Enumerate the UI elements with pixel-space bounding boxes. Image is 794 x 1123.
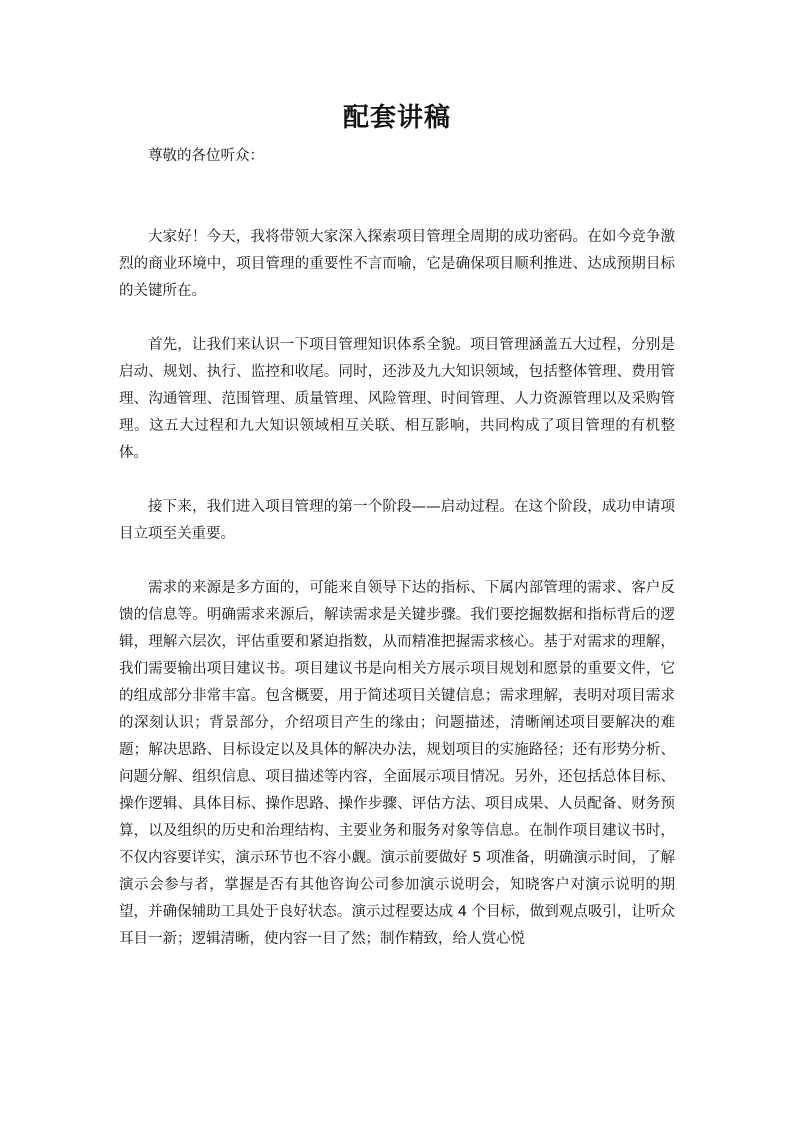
paragraph-requirements: 需求的来源是多方面的，可能来自领导下达的指标、下属内部管理的需求、客户反馈的信息等。明确需求来源后，解读需求是关键步骤。我们要挖掘数据和指标背后的逻辑，理解六层次，评估重要和紧迫指数，从而精准把握需求核心。基于对需求的理解，我们需要输出项目建议书。项目建议书是向相关方展示项目规划和愿景的重要文件，它的组成部分非常丰富。包含概要，用于简述项目关键信息；需求理解，表明对项目需求的深刻认识；背景部分，介绍项目产生的缘由；问题描述，清晰阐述项目要解决的难题；解决思路、目标设定以及具体的解决办法，规划项目的实施路径；还有形势分析、问题分解、组织信息、项目描述等内容，全面展示项目情况。另外，还包括总体目标、操作逻辑、具体目标、操作思路、操作步骤、评估方法、项目成果、人员配备、财务预算，以及组织的历史和治理结构、主要业务和服务对象等信息。在制作项目建议书时，不仅内容要详实，演示环节也不容小觑。演示前要做好 5 项准备，明确演示时间，了解演示会参与者，掌握是否有其他咨询公司参加演示说明会，知晓客户对演示说明的期望，并确保辅助工具处于良好状态。演示过程要达成 4 个目标，做到观点吸引，让听众耳目一新；逻辑清晰，使内容一目了然；制作精致，给人赏心悦 <box>119 580 675 947</box>
document-body <box>119 143 675 953</box>
paragraph-spacer <box>119 197 675 224</box>
page-title: 配套讲稿 <box>342 103 451 133</box>
paragraph-initiation: 接下来，我们进入项目管理的第一个阶段——启动过程。在这个阶段，成功申请项目立项至关重要。 <box>119 499 675 542</box>
paragraph-spacer <box>119 548 675 575</box>
salutation: 尊敬的各位听众： <box>148 148 264 164</box>
paragraph-spacer <box>119 305 675 332</box>
paragraph-knowledge-system: 首先，让我们来认识一下项目管理知识体系全貌。项目管理涵盖五大过程，分别是启动、规划、执行、监控和收尾。同时，还涉及九大知识领域，包括整体管理、费用管理、沟通管理、范围管理、质量管理、风险管理、时间管理、人力资源管理以及采购管理。这五大过程和九大知识领域相互关联、相互影响，共同构成了项目管理的有机整体。 <box>119 337 675 461</box>
paragraph-spacer <box>119 467 675 494</box>
paragraph-spacer <box>119 170 675 197</box>
paragraph-intro: 大家好！今天，我将带领大家深入探索项目管理全周期的成功密码。在如今竞争激烈的商业环境中，项目管理的重要性不言而喻，它是确保项目顺利推进、达成预期目标的关键所在。 <box>119 229 675 299</box>
